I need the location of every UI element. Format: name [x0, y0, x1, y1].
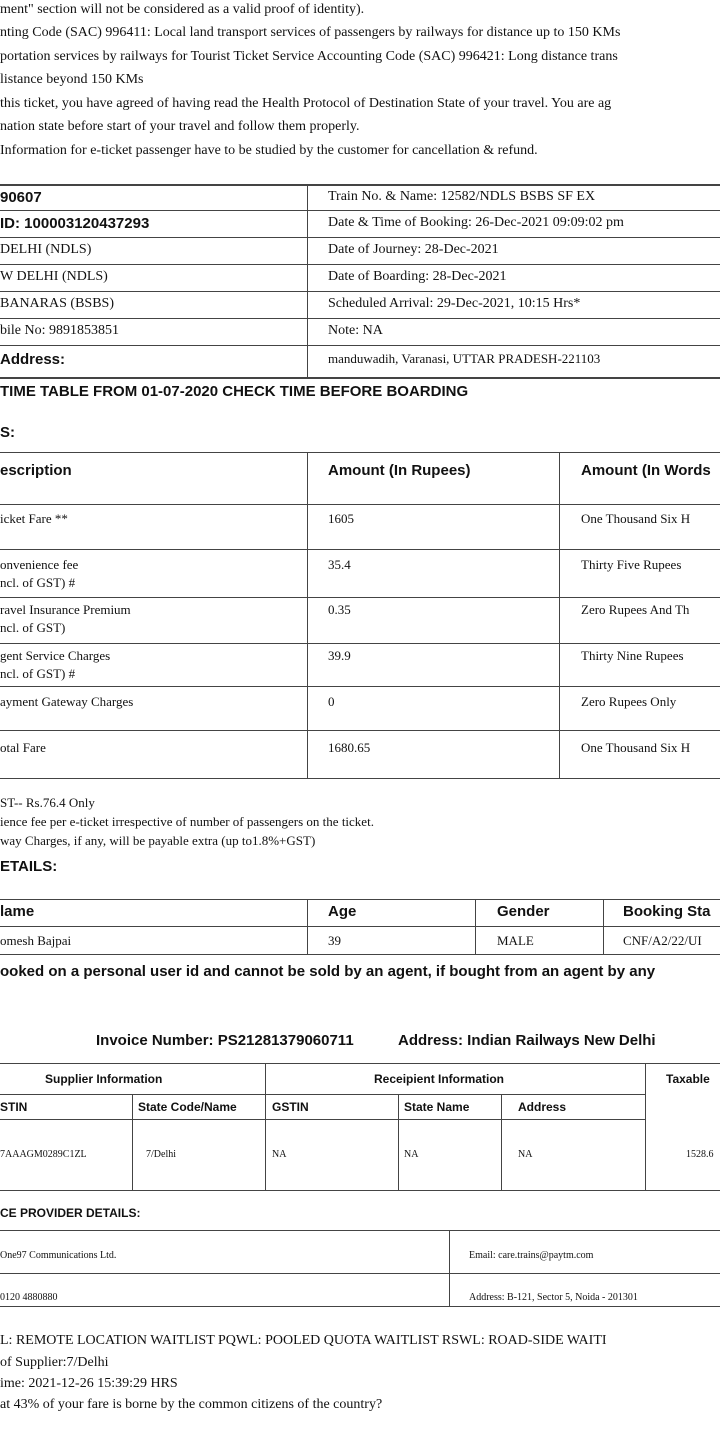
- boarding-date: Date of Boarding: 28-Dec-2021: [328, 269, 507, 284]
- note-line: nting Code (SAC) 996411: Local land transport services of passengers by railways for distance up to 150 KMs: [0, 25, 621, 40]
- fare-row-words: Thirty Nine Rupees: [581, 648, 684, 663]
- fare-row-amount: 0: [328, 694, 335, 709]
- train-name: Train No. & Name: 12582/NDLS BSBS SF EX: [328, 189, 596, 204]
- invoice-address: Address: Indian Railways New Delhi: [398, 1032, 656, 1049]
- provider-address: Address: B-121, Sector 5, Noida - 201301: [469, 1292, 638, 1303]
- pnr-value: 90607: [0, 189, 42, 206]
- taxable-header: Taxable: [666, 1072, 710, 1086]
- passenger-name: omesh Bajpai: [0, 933, 72, 948]
- fare-row-description-line2: ncl. of GST) #: [0, 575, 76, 590]
- passenger-gender: MALE: [497, 933, 534, 948]
- supplier-gstin-header: STIN: [0, 1100, 28, 1114]
- waitlist-legend: L: REMOTE LOCATION WAITLIST PQWL: POOLED QUOTA WAITLIST RSWL: ROAD-SIDE WAITI: [0, 1333, 607, 1348]
- fare-row-description: otal Fare: [0, 740, 46, 755]
- booked-from: DELHI (NDLS): [0, 242, 92, 257]
- journey-date: Date of Journey: 28-Dec-2021: [328, 242, 499, 257]
- address-value: manduwadih, Varanasi, UTTAR PRADESH-221103: [328, 351, 601, 366]
- fare-row-amount: 1680.65: [328, 740, 371, 755]
- address-label: Address:: [0, 351, 66, 368]
- timetable-note: TIME TABLE FROM 01-07-2020 CHECK TIME BEFORE BOARDING: [0, 383, 469, 400]
- fare-row-amount: 39.9: [328, 648, 351, 663]
- supplier-place-note: of Supplier:7/Delhi: [0, 1355, 109, 1370]
- recipient-gstin: NA: [272, 1149, 287, 1160]
- fare-row-amount: 0.35: [328, 602, 351, 617]
- recipient-state: NA: [404, 1149, 419, 1160]
- fare-row-amount: 35.4: [328, 557, 351, 572]
- recipient-state-header: State Name: [404, 1100, 470, 1114]
- note-line: listance beyond 150 KMs: [0, 72, 144, 87]
- passenger-header-status: Booking Sta: [623, 903, 711, 920]
- fare-row-words: Zero Rupees Only: [581, 694, 677, 709]
- supplier-state-header: State Code/Name: [138, 1100, 237, 1114]
- note-line: this ticket, you have agreed of having read the Health Protocol of Destination State of your travel. You are ag: [0, 96, 612, 111]
- provider-email: Email: care.trains@paytm.com: [469, 1250, 594, 1261]
- passenger-booking-status: CNF/A2/22/UI: [623, 933, 702, 948]
- gateway-charges-note: way Charges, if any, will be payable extra (up to1.8%+GST): [0, 833, 316, 848]
- fare-row-description-line2: ncl. of GST) #: [0, 666, 76, 681]
- fare-header-words: Amount (In Words: [581, 462, 711, 479]
- invoice-number: Invoice Number: PS21281379060711: [96, 1032, 354, 1049]
- fare-header-description: escription: [0, 462, 72, 479]
- note-line: portation services by railways for Tourist Ticket Service Accounting Code (SAC) 996421: Long distance trans: [0, 49, 618, 64]
- fare-row-description-line2: ncl. of GST): [0, 620, 66, 635]
- fare-row-description: gent Service Charges: [0, 648, 111, 663]
- fare-row-description: ayment Gateway Charges: [0, 694, 134, 709]
- fare-row-words: One Thousand Six H: [581, 511, 691, 526]
- passenger-header-name: lame: [0, 903, 35, 920]
- recipient-address-header: Address: [518, 1100, 567, 1114]
- passenger-header-gender: Gender: [497, 903, 550, 920]
- agent-warning: ooked on a personal user id and cannot be sold by an agent, if bought from an agent by any: [0, 963, 656, 980]
- fare-row-amount: 1605: [328, 511, 354, 526]
- fare-header-amount: Amount (In Rupees): [328, 462, 471, 479]
- recipient-address: NA: [518, 1149, 533, 1160]
- destination: BANARAS (BSBS): [0, 296, 114, 311]
- note-line: ment" section will not be considered as a valid proof of identity).: [0, 2, 365, 17]
- note-line: nation state before start of your travel and follow them properly.: [0, 119, 360, 134]
- passenger-section-heading: ETAILS:: [0, 858, 58, 875]
- fare-row-words: Zero Rupees And Th: [581, 602, 690, 617]
- fare-row-description: icket Fare **: [0, 511, 68, 526]
- recipient-info-header: Receipient Information: [374, 1072, 505, 1086]
- supplier-state: 7/Delhi: [146, 1149, 176, 1160]
- recipient-gstin-header: GSTIN: [272, 1100, 309, 1114]
- fare-section-heading: S:: [0, 424, 15, 441]
- transaction-id: ID: 100003120437293: [0, 215, 150, 232]
- note-value: Note: NA: [328, 323, 383, 338]
- boarding-at: W DELHI (NDLS): [0, 269, 108, 284]
- fare-row-description: ravel Insurance Premium: [0, 602, 131, 617]
- fare-row-words: Thirty Five Rupees: [581, 557, 682, 572]
- fare-row-words: One Thousand Six H: [581, 740, 691, 755]
- note-line: Information for e-ticket passenger have to be studied by the customer for cancellation & refund.: [0, 143, 538, 158]
- convenience-fee-note: ience fee per e-ticket irrespective of number of passengers on the ticket.: [0, 814, 374, 829]
- fare-row-description: onvenience fee: [0, 557, 79, 572]
- supplier-gstin: 7AAAGM0289C1ZL: [0, 1149, 87, 1160]
- provider-phone: 0120 4880880: [0, 1292, 58, 1303]
- booking-datetime: Date & Time of Booking: 26-Dec-2021 09:09:02 pm: [328, 215, 624, 230]
- passenger-age: 39: [328, 933, 341, 948]
- mobile-no: bile No: 9891853851: [0, 323, 119, 338]
- provider-name: One97 Communications Ltd.: [0, 1250, 117, 1261]
- print-time-note: ime: 2021-12-26 15:39:29 HRS: [0, 1376, 178, 1391]
- provider-section-heading: CE PROVIDER DETAILS:: [0, 1206, 141, 1220]
- scheduled-arrival: Scheduled Arrival: 29-Dec-2021, 10:15 Hrs*: [328, 296, 581, 311]
- supplier-info-header: Supplier Information: [45, 1072, 163, 1086]
- subsidy-note: at 43% of your fare is borne by the common citizens of the country?: [0, 1397, 383, 1412]
- gst-note: ST-- Rs.76.4 Only: [0, 795, 95, 810]
- passenger-header-age: Age: [328, 903, 357, 920]
- taxable-value: 1528.6: [686, 1149, 714, 1160]
